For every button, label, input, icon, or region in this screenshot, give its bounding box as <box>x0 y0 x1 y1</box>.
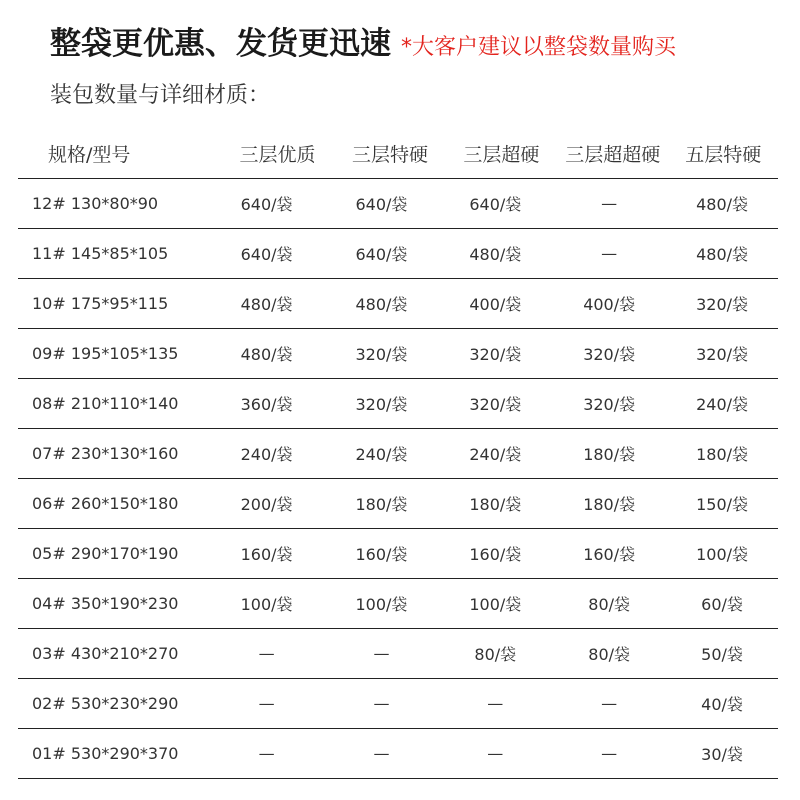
table-row <box>18 529 778 579</box>
cell-spec: 07# 230*130*160 <box>32 444 179 463</box>
column-header-three-ply-quality: 三层优质 <box>239 143 316 166</box>
cell-spec: 12# 130*80*90 <box>32 194 159 213</box>
cell-three-ply-super-hard: 180/袋 <box>469 495 522 514</box>
cell-five-ply-extra-hard: 480/袋 <box>696 195 749 214</box>
table-body <box>18 179 778 779</box>
table-row <box>18 279 778 329</box>
cell-five-ply-extra-hard: 150/袋 <box>696 495 749 514</box>
cell-five-ply-extra-hard: 480/袋 <box>696 245 749 264</box>
cell-three-ply-super-hard: 640/袋 <box>469 195 522 214</box>
cell-three-ply-quality: 360/袋 <box>240 395 293 414</box>
table-row <box>18 229 778 279</box>
table-row <box>18 629 778 679</box>
cell-five-ply-extra-hard: 30/袋 <box>701 745 743 764</box>
cell-five-ply-extra-hard: 50/袋 <box>701 645 743 664</box>
column-header-three-ply-super-hard: 三层超硬 <box>463 143 540 166</box>
cell-three-ply-ultra-hard: 180/袋 <box>583 445 636 464</box>
cell-three-ply-quality: 480/袋 <box>240 345 293 364</box>
cell-spec: 06# 260*150*180 <box>32 494 179 513</box>
column-header-five-ply-extra-hard: 五层特硬 <box>685 143 762 166</box>
cell-spec: 04# 350*190*230 <box>32 594 179 613</box>
cell-three-ply-quality: 480/袋 <box>240 295 293 314</box>
cell-spec: 08# 210*110*140 <box>32 394 179 413</box>
cell-three-ply-extra-hard: 160/袋 <box>355 545 408 564</box>
table-header-row <box>18 128 778 179</box>
cell-three-ply-extra-hard: — <box>373 644 390 663</box>
headline: 整袋更优惠、发货更迅速 <box>50 26 391 62</box>
cell-three-ply-ultra-hard: — <box>601 194 618 213</box>
cell-three-ply-ultra-hard: 160/袋 <box>583 545 636 564</box>
cell-spec: 09# 195*105*135 <box>32 344 179 363</box>
cell-three-ply-ultra-hard: 80/袋 <box>588 595 631 614</box>
cell-three-ply-super-hard: — <box>487 694 504 713</box>
cell-three-ply-extra-hard: 320/袋 <box>355 345 408 364</box>
table-row <box>18 479 778 529</box>
cell-five-ply-extra-hard: 60/袋 <box>701 595 743 614</box>
cell-spec: 02# 530*230*290 <box>32 694 179 713</box>
table-row <box>18 679 778 729</box>
cell-three-ply-ultra-hard: 180/袋 <box>583 495 636 514</box>
table-row <box>18 729 778 779</box>
cell-five-ply-extra-hard: 100/袋 <box>696 545 749 564</box>
cell-three-ply-quality: 640/袋 <box>240 195 293 214</box>
cell-three-ply-super-hard: 80/袋 <box>474 645 517 664</box>
cell-three-ply-quality: 640/袋 <box>240 245 293 264</box>
cell-spec: 10# 175*95*115 <box>32 294 169 313</box>
subheading: 装包数量与详细材质： <box>50 83 271 108</box>
cell-three-ply-extra-hard: 180/袋 <box>355 495 408 514</box>
headline-row <box>50 18 790 68</box>
cell-three-ply-ultra-hard: 400/袋 <box>583 295 636 314</box>
cell-spec: 01# 530*290*370 <box>32 744 179 763</box>
cell-three-ply-super-hard: 400/袋 <box>469 295 522 314</box>
cell-three-ply-super-hard: 100/袋 <box>469 595 522 614</box>
table-row <box>18 379 778 429</box>
table-row <box>18 179 778 229</box>
cell-three-ply-extra-hard: 480/袋 <box>355 295 408 314</box>
cell-three-ply-extra-hard: 640/袋 <box>355 245 408 264</box>
cell-five-ply-extra-hard: 180/袋 <box>696 445 749 464</box>
cell-three-ply-ultra-hard: 80/袋 <box>588 645 631 664</box>
column-header-spec: 规格/型号 <box>48 143 131 166</box>
cell-five-ply-extra-hard: 320/袋 <box>696 295 749 314</box>
table-row <box>18 429 778 479</box>
cell-three-ply-super-hard: 240/袋 <box>469 445 522 464</box>
packing-table <box>18 128 778 779</box>
cell-three-ply-ultra-hard: — <box>601 744 618 763</box>
cell-three-ply-super-hard: 320/袋 <box>469 395 522 414</box>
table-row <box>18 579 778 629</box>
column-header-three-ply-ultra-hard: 三层超超硬 <box>565 143 661 166</box>
cell-three-ply-extra-hard: — <box>373 694 390 713</box>
cell-three-ply-extra-hard: 240/袋 <box>355 445 408 464</box>
cell-three-ply-ultra-hard: — <box>601 244 618 263</box>
cell-spec: 05# 290*170*190 <box>32 544 179 563</box>
cell-three-ply-quality: — <box>258 644 275 663</box>
cell-five-ply-extra-hard: 320/袋 <box>696 345 749 364</box>
cell-three-ply-quality: 100/袋 <box>240 595 293 614</box>
cell-three-ply-ultra-hard: 320/袋 <box>583 345 636 364</box>
cell-three-ply-quality: — <box>258 744 275 763</box>
cell-three-ply-quality: 240/袋 <box>240 445 293 464</box>
cell-three-ply-extra-hard: 100/袋 <box>355 595 408 614</box>
cell-three-ply-quality: 200/袋 <box>240 495 293 514</box>
cell-spec: 03# 430*210*270 <box>32 644 179 663</box>
column-header-three-ply-extra-hard: 三层特硬 <box>351 143 428 166</box>
cell-three-ply-quality: 160/袋 <box>240 545 293 564</box>
cell-three-ply-ultra-hard: 320/袋 <box>583 395 636 414</box>
cell-five-ply-extra-hard: 40/袋 <box>701 695 743 714</box>
cell-three-ply-super-hard: 480/袋 <box>469 245 522 264</box>
cell-three-ply-super-hard: 320/袋 <box>469 345 522 364</box>
cell-three-ply-super-hard: — <box>487 744 504 763</box>
bulk-purchase-note: *大客户建议以整袋数量购买 <box>401 35 677 60</box>
cell-three-ply-ultra-hard: — <box>601 694 618 713</box>
cell-three-ply-extra-hard: — <box>373 744 390 763</box>
cell-three-ply-extra-hard: 640/袋 <box>355 195 408 214</box>
table-row <box>18 329 778 379</box>
cell-three-ply-super-hard: 160/袋 <box>469 545 522 564</box>
cell-three-ply-quality: — <box>258 694 275 713</box>
cell-spec: 11# 145*85*105 <box>32 244 169 263</box>
cell-five-ply-extra-hard: 240/袋 <box>696 395 749 414</box>
cell-three-ply-extra-hard: 320/袋 <box>355 395 408 414</box>
